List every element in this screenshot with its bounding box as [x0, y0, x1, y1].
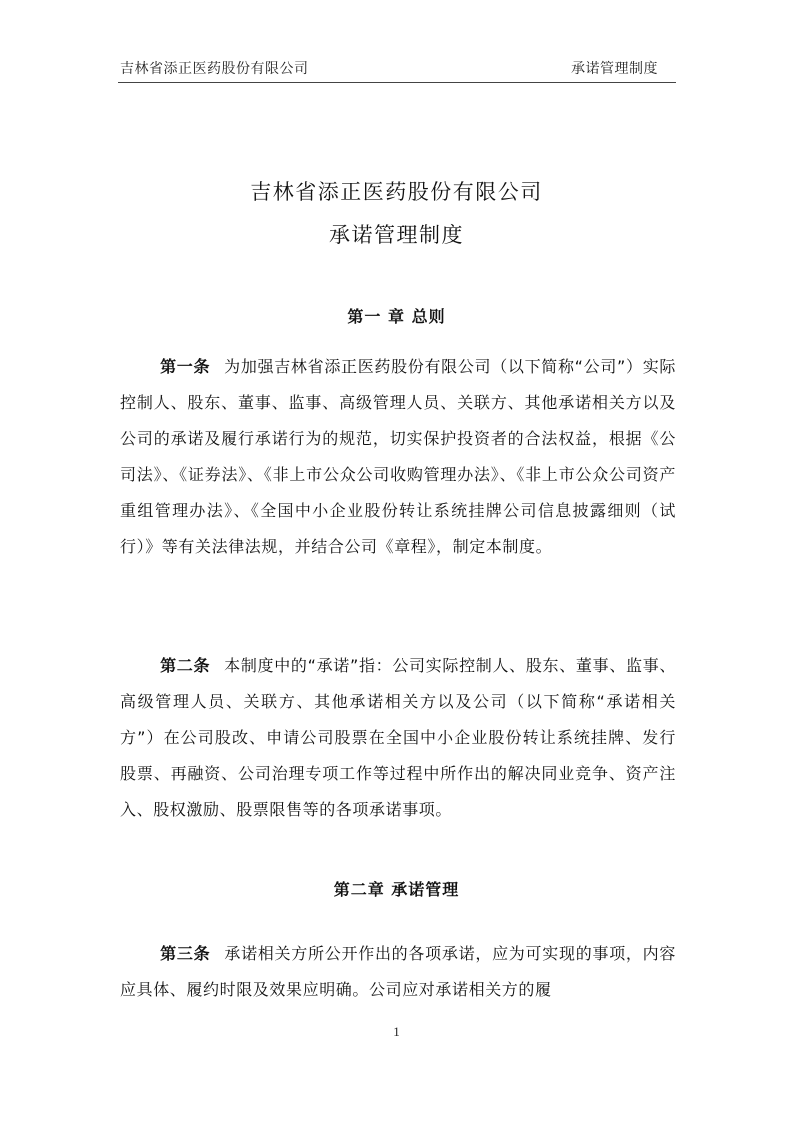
- page-number: 1: [393, 1024, 400, 1039]
- page-header: [118, 58, 676, 83]
- article-paragraph: [120, 648, 676, 828]
- article-label: 第二条: [160, 656, 211, 675]
- article-text: 承诺相关方所公开作出的各项承诺，应为可实现的事项，内容应具体、履约时限及效果应明确。公司应对承诺相关方的履: [120, 944, 676, 999]
- header-document-name: 承诺管理制度: [571, 61, 658, 77]
- article-label: 第一条: [160, 357, 211, 376]
- article-label: 第三条: [160, 944, 211, 963]
- document-title-company: 吉林省添正医药股份有限公司: [250, 180, 543, 204]
- header-company-name: 吉林省添正医药股份有限公司: [120, 61, 309, 77]
- article-paragraph: [120, 349, 676, 565]
- chapter-heading-general: 第一 章 总则: [347, 307, 446, 326]
- article-text: 为加强吉林省添正医药股份有限公司（以下简称“公司”）实际控制人、股东、董事、监事、高级管理人员、关联方、其他承诺相关方以及公司的承诺及履行承诺行为的规范，切实保护投资者的合法权益，根据《公司法》、《证券法》、《非上市公众公司收购管理办法》、《非上市公众公司资产重组管理办法》、《全国中小企业股份转让系统挂牌公司信息披露细则（试行）》等有关法律法规，并结合公司《章程》，制定本制度。: [120, 357, 676, 556]
- article-text: 本制度中的“承诺”指：公司实际控制人、股东、董事、监事、高级管理人员、关联方、其他承诺相关方以及公司（以下简称“承诺相关方”）在公司股改、申请公司股票在全国中小企业股份转让系统挂牌、发行股票、再融资、公司治理专项工作等过程中所作出的解决同业竞争、资产注入、股权激励、股票限售等的各项承诺事项。: [120, 656, 676, 819]
- document-title-policy: 承诺管理制度: [329, 223, 464, 247]
- chapter-heading-commitment-management: 第二章 承诺管理: [333, 880, 460, 899]
- article-paragraph: [120, 936, 676, 1008]
